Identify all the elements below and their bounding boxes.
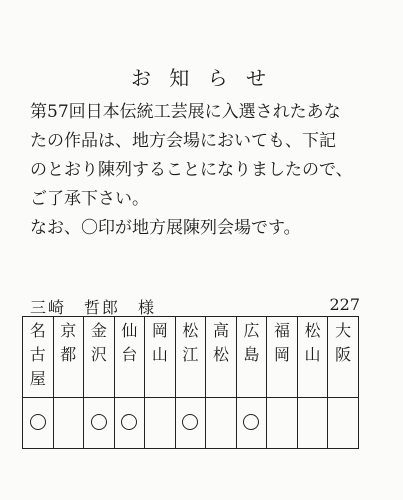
selected-circle-mark [121,414,137,430]
notice-title: お 知 ら せ [130,66,273,90]
venue-name: 金沢 [90,321,107,364]
mark-cell [84,398,115,449]
mark-cell [267,398,298,449]
notice-line: のとおり陳列することになりましたので、 [30,160,353,180]
venue-cell [328,317,359,398]
selected-circle-mark [91,414,107,430]
venue-name: 松江 [182,321,199,364]
venue-cell [297,317,328,398]
mark-cell [114,398,145,449]
venue-cell [145,317,176,398]
mark-cell [328,398,359,449]
mark-cell [236,398,267,449]
venue-mark-row [23,398,359,449]
recipient-row [30,295,360,315]
notice-body [30,98,390,243]
recipient-number: 227 [329,295,360,314]
venue-table [22,316,359,449]
mark-cell [206,398,237,449]
venue-name: 名古屋 [29,321,46,388]
venue-name: 松山 [304,321,321,364]
venue-cell [206,317,237,398]
venue-cell [53,317,84,398]
venue-name: 岡山 [151,321,168,364]
venue-name: 仙台 [121,321,138,364]
notice-line: たの作品は、地方会場においても、下記 [30,131,336,151]
venue-cell [84,317,115,398]
selected-circle-mark [30,414,46,430]
venue-name: 京都 [60,321,77,364]
notice-line: ご了承下さい。 [30,189,149,209]
selected-circle-mark [243,414,259,430]
selected-circle-mark [182,414,198,430]
mark-cell [145,398,176,449]
mark-cell [175,398,206,449]
venue-name-row [23,317,359,398]
mark-cell [53,398,84,449]
mark-cell [23,398,54,449]
venue-cell [175,317,206,398]
recipient-name: 三崎 哲郎 様 [30,298,157,317]
notice-line: なお、〇印が地方展陳列会場です。 [30,218,301,238]
notice-line: 第57回日本伝統工芸展に入選されたあな [30,102,341,122]
mark-cell [297,398,328,449]
venue-cell [267,317,298,398]
venue-name: 高松 [212,321,229,364]
venue-name: 大阪 [335,321,352,364]
venue-cell [114,317,145,398]
venue-cell [23,317,54,398]
venue-cell [236,317,267,398]
venue-name: 広島 [243,321,260,364]
venue-name: 福岡 [274,321,291,364]
